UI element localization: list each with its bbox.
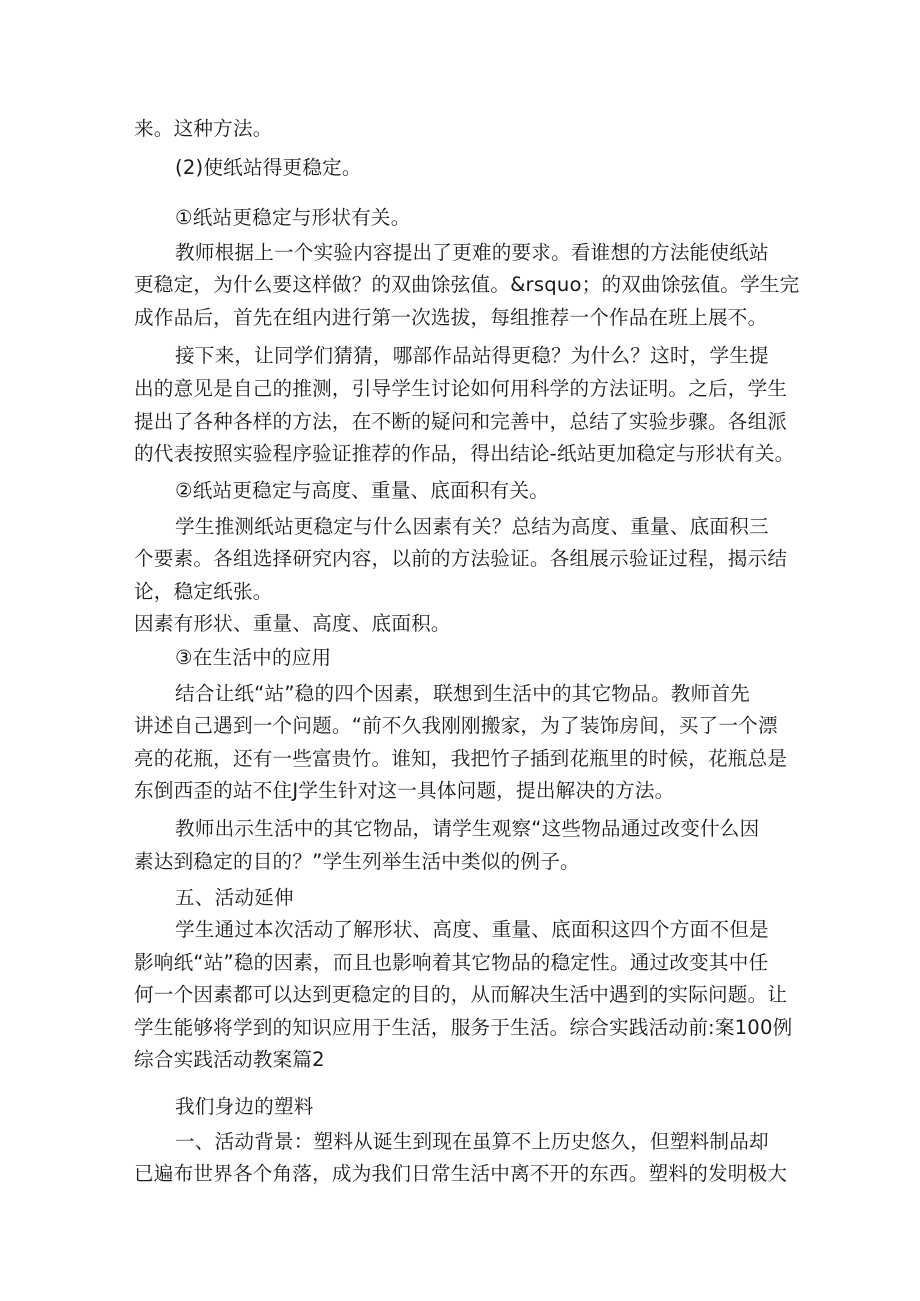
text-line: 教师出示生活中的其它物品，请学生观察“这些物品通过改变什么因	[175, 817, 760, 840]
text-line: 我们身边的塑料	[175, 1095, 314, 1118]
text-line: 学生通过本次活动了解形状、高度、重量、底面积这四个方面不但是	[175, 918, 769, 941]
text-line: 成作品后，首先在组内进行第一次选拔，每组推荐一个作品在班上展不。	[134, 306, 768, 329]
text-line: 何一个因素都可以达到更稳定的目的，从而解决生活中遇到的实际问题。让	[134, 983, 788, 1006]
text-line: 东倒西歪的站不住J学生针对这一具体问题，提出解决的方法。	[134, 779, 675, 802]
text-line: ③在生活中的应用	[175, 646, 332, 669]
text-line: 已遍布世界各个角落，成为我们日常生活中离不开的东西。塑料的发明极大	[134, 1162, 788, 1185]
text-line: 学生推测纸站更稳定与什么因素有关？总结为高度、重量、底面积三	[175, 515, 769, 538]
text-line: 论，稳定纸张。	[134, 580, 273, 603]
text-line: 素达到稳定的目的？”学生列举生活中类似的例子。	[134, 850, 580, 873]
text-line: ①纸站更稳定与形状有关。	[175, 206, 411, 229]
text-line: 教师根据上一个实验内容提出了更难的要求。看谁想的方法能使纸站	[175, 241, 769, 264]
text-line: 五、活动延伸	[175, 886, 294, 909]
text-line: 更稳定，为什么要这样做？的双曲馀弦值。&rsquo；的双曲馀弦值。学生完	[134, 273, 800, 296]
text-line: 学生能够将学到的知识应用于生活，服务于生活。综合实践活动前:案100例	[134, 1016, 793, 1039]
text-line: 提出了各种各样的方法，在不断的疑问和完善中，总结了实验步骤。各组派	[134, 410, 788, 433]
text-line: 一、活动背景：塑料从诞生到现在虽算不上历史悠久，但塑料制品却	[175, 1130, 769, 1153]
text-line: 出的意见是自己的推测，引导学生讨论如何用科学的方法证明。之后，学生	[134, 377, 788, 400]
text-line: 的代表按照实验程序验证推荐的作品，得出结论-纸站更加稳定与形状有关。	[134, 442, 795, 465]
text-line: 接下来，让同学们猜猜，哪部作品站得更稳？为什么？这时，学生提	[175, 344, 769, 367]
text-line: 结合让纸“站”稳的四个因素，联想到生活中的其它物品。教师首先	[175, 682, 750, 705]
text-line: 亮的花瓶，还有一些富贵竹。谁知，我把竹子插到花瓶里的时候，花瓶总是	[134, 747, 788, 770]
text-line: 因素有形状、重量、高度、底面积。	[134, 612, 451, 635]
text-line: ②纸站更稳定与高度、重量、底面积有关。	[175, 479, 550, 502]
text-line: 影响纸“站”稳的因素，而且也影响着其它物品的稳定性。通过改变其中任	[134, 951, 769, 974]
text-line: 综合实践活动教案篇2	[134, 1048, 325, 1071]
text-line: 个要素。各组选择研究内容，以前的方法验证。各组展示验证过程，揭示结	[134, 547, 788, 570]
text-line: 讲述自己遇到一个问题。“前不久我刚刚搬家，为了装饰房间，买了一个漂	[134, 714, 778, 737]
text-line: (2)使纸站得更稳定。	[175, 156, 362, 179]
text-line: 来。这种方法。	[134, 117, 273, 140]
